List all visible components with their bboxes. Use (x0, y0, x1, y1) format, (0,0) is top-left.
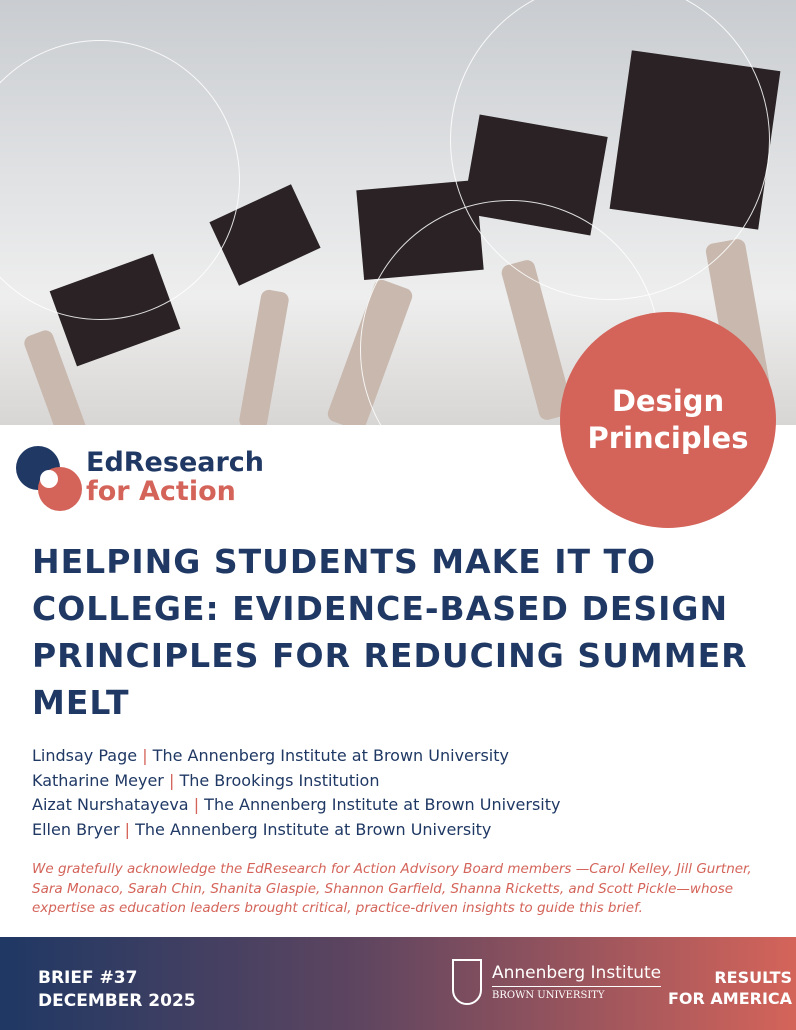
separator: | (193, 795, 200, 814)
author-list (32, 744, 560, 842)
brief-number: BRIEF #37 (38, 968, 138, 988)
author-name: Ellen Bryer (32, 819, 120, 839)
rfa-line1: RESULTS (714, 968, 793, 987)
brief-info (38, 967, 196, 1013)
author-row (32, 793, 560, 818)
author-affiliation: The Annenberg Institute at Brown University (152, 746, 509, 765)
document-title: HELPING STUDENTS MAKE IT TO COLLEGE: EVIDENCE-BASED DESIGN PRINCIPLES FOR REDUCING SUMMER MELT (32, 542, 748, 722)
logo-overlap (40, 470, 58, 488)
author-row (32, 744, 560, 769)
author-name: Katharine Meyer (32, 770, 164, 790)
separator: | (142, 746, 148, 765)
annenberg-name: Annenberg Institute (492, 963, 661, 987)
rfa-line2: FOR AMERICA (668, 989, 793, 1008)
brown-shield-icon (452, 959, 482, 1005)
badge-line2: Principles (587, 421, 749, 455)
acknowledgement: We gratefully acknowledge the EdResearch for Action Advisory Board members —Carol Kelley, Jill Gurtner, Sara Monaco, Sarah Chin, Shanita Glaspie, Shannon Garfield, Shanna Ricketts, and Scott Pickle—whose expertise as education leaders brought critical, practice-driven insights to guide this brief. (32, 861, 752, 916)
author-name: Aizat Nurshatayeva (32, 795, 189, 814)
author-name: Lindsay Page (32, 746, 138, 765)
design-principles-badge (560, 312, 776, 528)
edresearch-logo (14, 443, 265, 508)
author-row (32, 769, 560, 794)
author-affiliation: The Annenberg Institute at Brown University (135, 819, 492, 839)
brief-date: DECEMBER 2025 (38, 991, 196, 1011)
logo-text-line2: for Action (86, 476, 236, 507)
annenberg-logo (452, 959, 661, 1005)
footer-bar (0, 937, 796, 1030)
brown-university-name: BROWN UNIVERSITY (492, 990, 605, 1001)
badge-line1: Design (611, 384, 725, 418)
separator: | (168, 770, 175, 790)
author-affiliation: The Brookings Institution (179, 770, 380, 790)
results-for-america-logo (668, 967, 792, 1009)
author-row (32, 818, 560, 843)
author-affiliation: The Annenberg Institute at Brown University (204, 795, 561, 814)
separator: | (124, 819, 130, 839)
logo-text-line1: EdResearch (86, 447, 265, 478)
